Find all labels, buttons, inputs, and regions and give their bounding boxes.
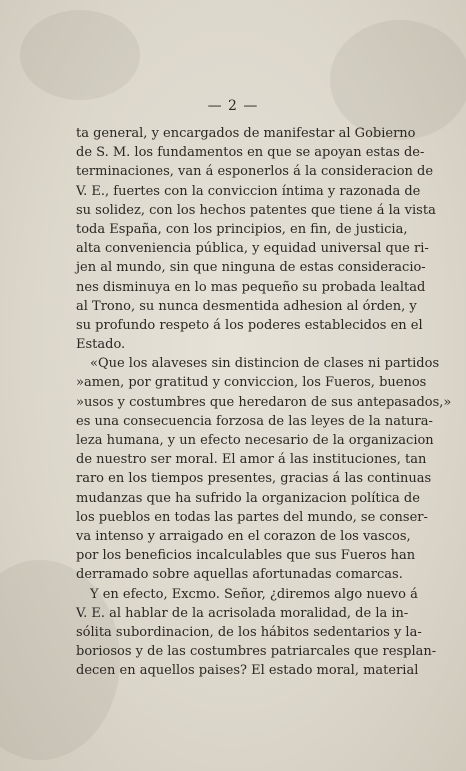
text-line: toda España, con los principios, en fin, de justicia,	[76, 221, 408, 237]
text-line: va intenso y arraigado en el corazon de los vascos,	[76, 528, 411, 544]
text-line: terminaciones, van á esponerlos á la consideracion de	[76, 164, 434, 180]
text-line: jen al mundo, sin que ninguna de estas consideracio-	[76, 260, 426, 276]
text-line: alta conveniencia pública, y equidad universal que ri-	[76, 241, 429, 257]
text-line: su solidez, con los hechos patentes que tiene á la vista	[76, 202, 436, 218]
text-line: Estado.	[76, 337, 126, 353]
text-line: por los beneficios incalculables que sus Fueros han	[76, 548, 416, 564]
text-line: sólita subordinacion, de los hábitos sedentarios y la-	[76, 624, 422, 640]
paragraph	[76, 585, 437, 681]
text-line: decen en aquellos paises? El estado moral, material	[76, 663, 419, 679]
text-line: V. E. al hablar de la acrisolada moralidad, de la in-	[76, 605, 409, 621]
text-line: de S. M. los fundamentos en que se apoyan estas de-	[76, 145, 425, 161]
page-number: — 2 —	[207, 98, 259, 114]
text-line: al Trono, su nunca desmentida adhesion al órden, y	[76, 298, 417, 314]
text-line: V. E., fuertes con la conviccion íntima y razonada de	[76, 183, 421, 199]
paper-stain	[330, 20, 466, 140]
text-line: raro en los tiempos presentes, gracias á las continuas	[76, 471, 432, 487]
text-line: Y en efecto, Excmo. Señor, ¿diremos algo nuevo á	[90, 586, 418, 602]
paper-stain	[20, 10, 140, 100]
text-line: derramado sobre aquellas afortunadas comarcas.	[76, 567, 403, 583]
body-text	[76, 124, 452, 680]
text-line: «Que los alaveses sin distincion de clases ni partidos	[90, 356, 440, 372]
text-line: »usos y costumbres que heredaron de sus antepasados,»	[76, 394, 452, 410]
text-line: nes disminuya en lo mas pequeño su probada lealtad	[76, 279, 426, 295]
text-line: es una consecuencia forzosa de las leyes de la natura-	[76, 413, 433, 429]
text-line: »amen, por gratitud y conviccion, los Fueros, buenos	[76, 375, 427, 391]
text-line: leza humana, y un efecto necesario de la organizacion	[76, 433, 434, 448]
text-line: ta general, y encargados de manifestar al Gobierno	[76, 126, 416, 141]
paragraph	[76, 354, 452, 584]
text-line: de nuestro ser moral. El amor á las instituciones, tan	[76, 452, 427, 468]
paragraph	[76, 124, 436, 354]
text-line: su profundo respeto á los poderes establecidos en el	[76, 317, 423, 333]
text-line: los pueblos en todas las partes del mundo, se conser-	[76, 509, 428, 525]
text-line: mudanzas que ha sufrido la organizacion política de	[76, 490, 420, 506]
text-line: boriosos y de las costumbres patriarcales que resplan-	[76, 644, 437, 660]
